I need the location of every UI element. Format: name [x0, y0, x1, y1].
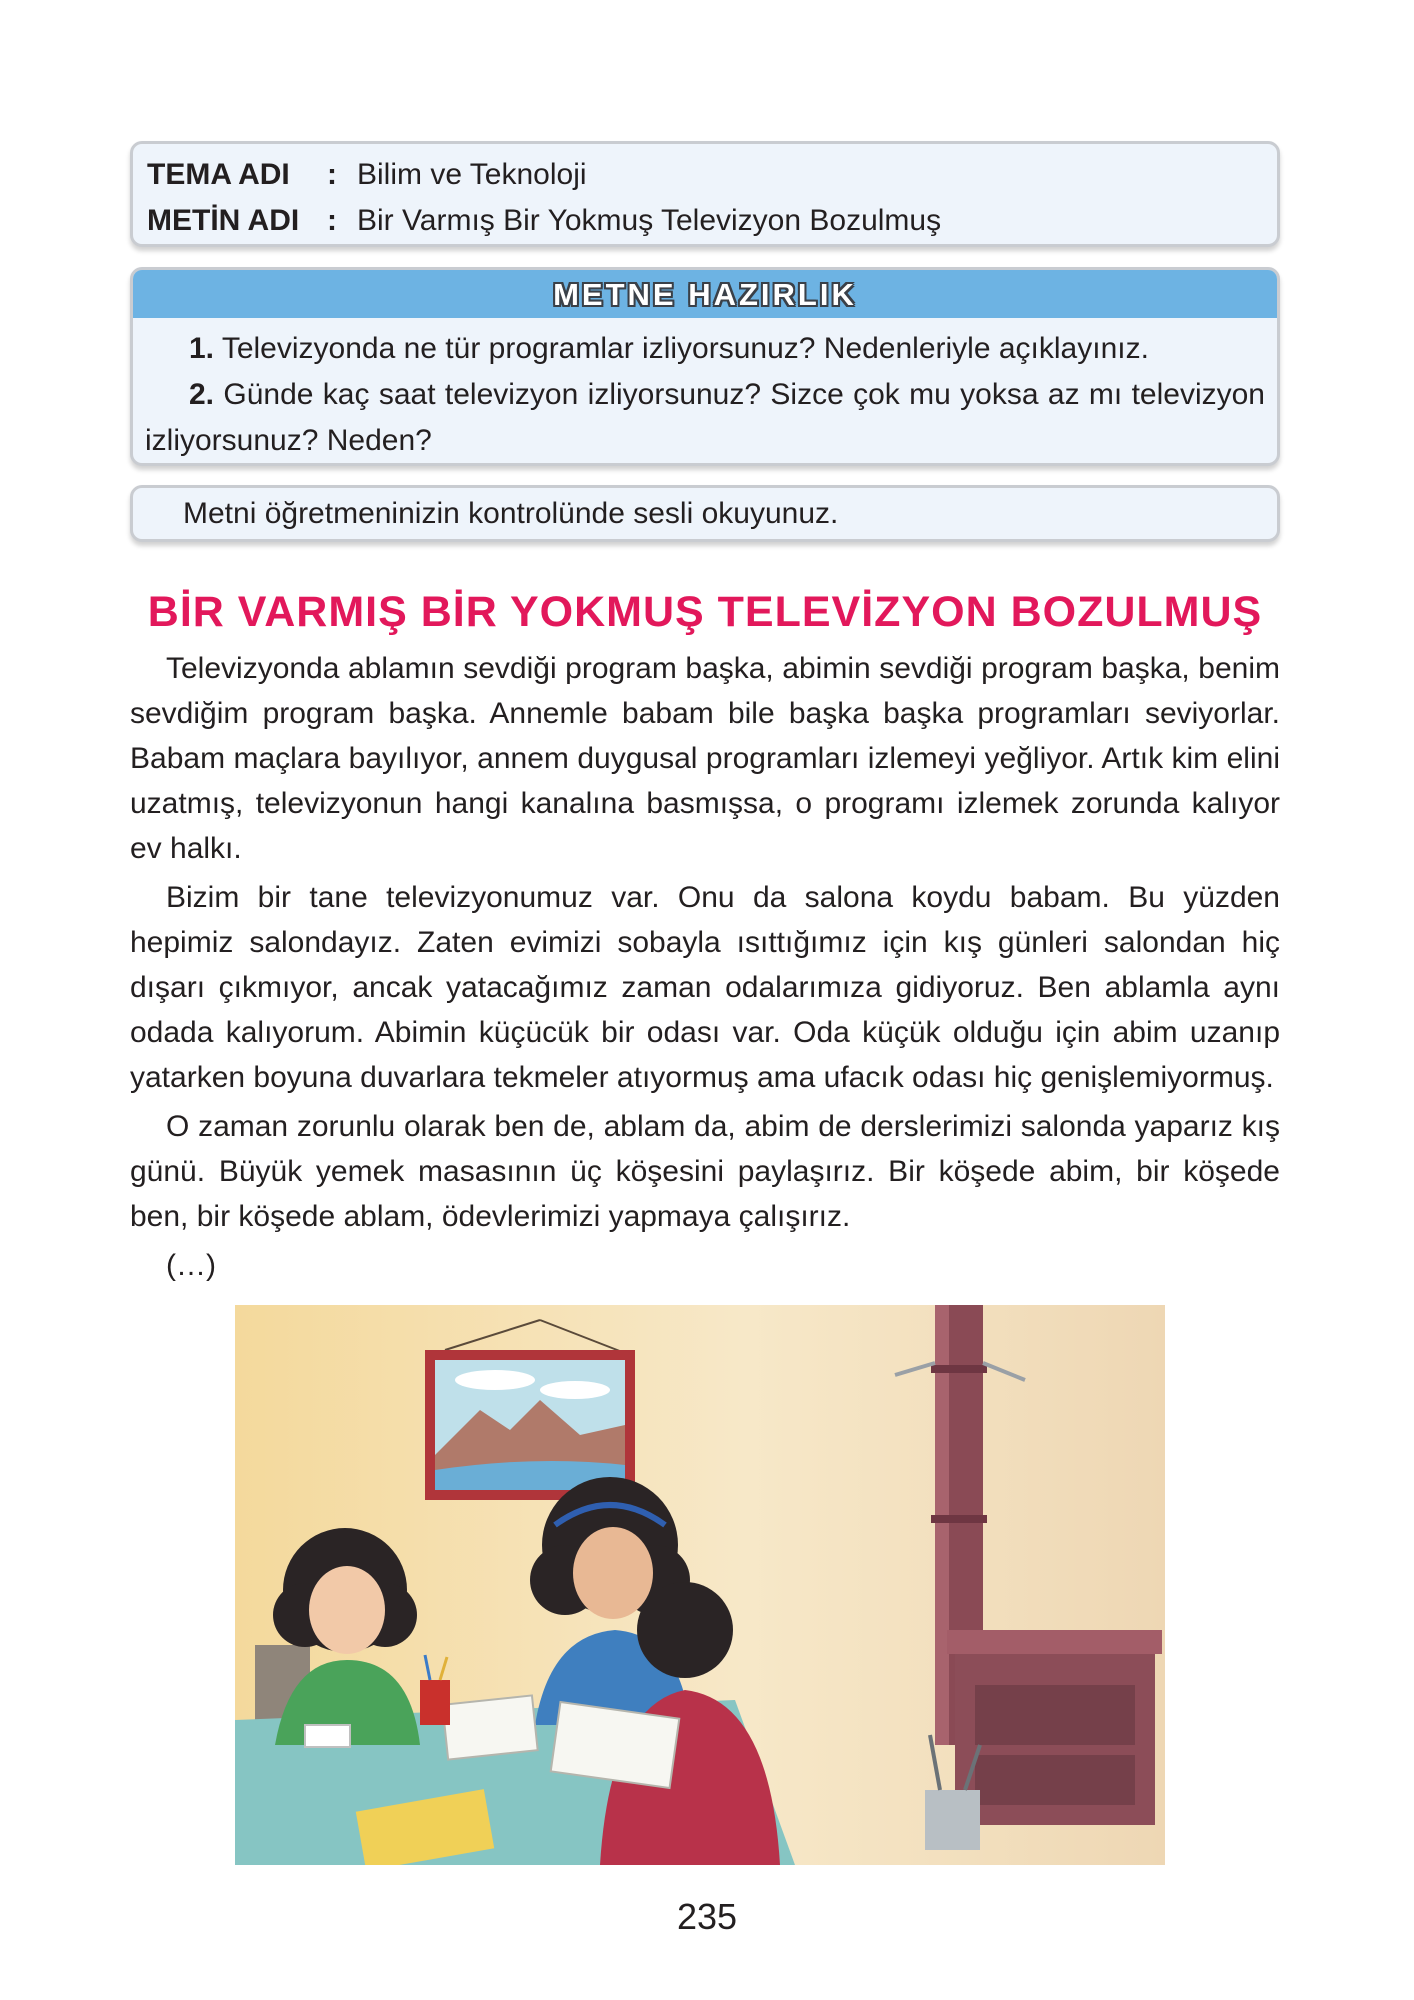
theme-value: Bilim ve Teknoloji — [357, 158, 587, 191]
illustration-svg — [235, 1305, 1165, 1865]
preparation-questions — [133, 318, 1277, 464]
theme-colon: : — [327, 158, 337, 191]
theme-row — [147, 152, 1263, 198]
question-number: 1. — [189, 332, 215, 365]
page-number: 235 — [676, 1896, 738, 1937]
question-text: Televizyonda ne tür programlar izliyorsunuz? Nedenleriyle açıklayınız. — [221, 332, 1149, 365]
preparation-header: METNE HAZIRLIK — [133, 270, 1277, 318]
text-name-value: Bir Varmış Bir Yokmuş Televizyon Bozulmuş — [357, 204, 942, 237]
illustration-children-studying — [235, 1305, 1165, 1865]
text-name-label: METİN ADI — [147, 204, 300, 237]
question-item — [145, 326, 1265, 372]
theme-label: TEMA ADI — [147, 158, 290, 191]
question-number: 2. — [189, 378, 215, 411]
story-paragraph: O zaman zorunlu olarak ben de, ablam da, abim de derslerimizi salonda yaparız kış günü. Büyük yemek masasının üç köşesini paylaşırız. Bir köşede abim, bir köşede ben, bir köşede ablam, ödevlerimizi yapmaya çalışırız. — [130, 1110, 1280, 1233]
question-text: Günde kaç saat televizyon izliyorsunuz? Sizce çok mu yoksa az mı televizyon izliyorsunuz? Neden? — [145, 378, 1265, 457]
reading-instruction-box — [130, 485, 1280, 542]
theme-info-box — [130, 141, 1280, 247]
story-paragraph: Bizim bir tane televizyonumuz var. Onu da salona koydu babam. Bu yüzden hepimiz salondayız. Zaten evimizi sobayla ısıttığımız için kış günleri salondan hiç dışarı çıkmıyor, ancak yatacağımız zaman odalarımıza gidiyoruz. Ben ablamla aynı odada kalıyorum. Abimin küçücük bir odası var. Oda küçük olduğu için abim uzanıp yatarken boyuna duvarlara tekmeler atıyormuş ama ufacık odası hiç genişlemiyormuş. — [130, 881, 1280, 1094]
story-ellipsis: (…) — [166, 1249, 216, 1282]
text-name-colon: : — [327, 204, 337, 237]
text-name-row — [147, 198, 1263, 244]
question-item — [145, 372, 1265, 464]
reading-instruction: Metni öğretmeninizin kontrolünde sesli okuyunuz. — [183, 497, 839, 530]
girl-green-sweater — [273, 1528, 420, 1745]
story-title: BİR VARMIŞ BİR YOKMUŞ TELEVİZYON BOZULMUŞ — [147, 588, 1263, 636]
story-paragraph: Televizyonda ablamın sevdiği program başka, abimin sevdiği program başka, benim sevdiğim program başka. Annemle babam bile başka başka programları seviyorlar. Babam maçlara bayılıyor, annem duygusal programları izlemeyi yeğliyor. Artık kim elini uzatmış, televizyonun hangi kanalına basmışsa, o programı izlemek zorunda kalıyor ev halkı. — [130, 652, 1280, 865]
story-text — [130, 646, 1280, 1288]
preparation-box — [130, 267, 1280, 466]
